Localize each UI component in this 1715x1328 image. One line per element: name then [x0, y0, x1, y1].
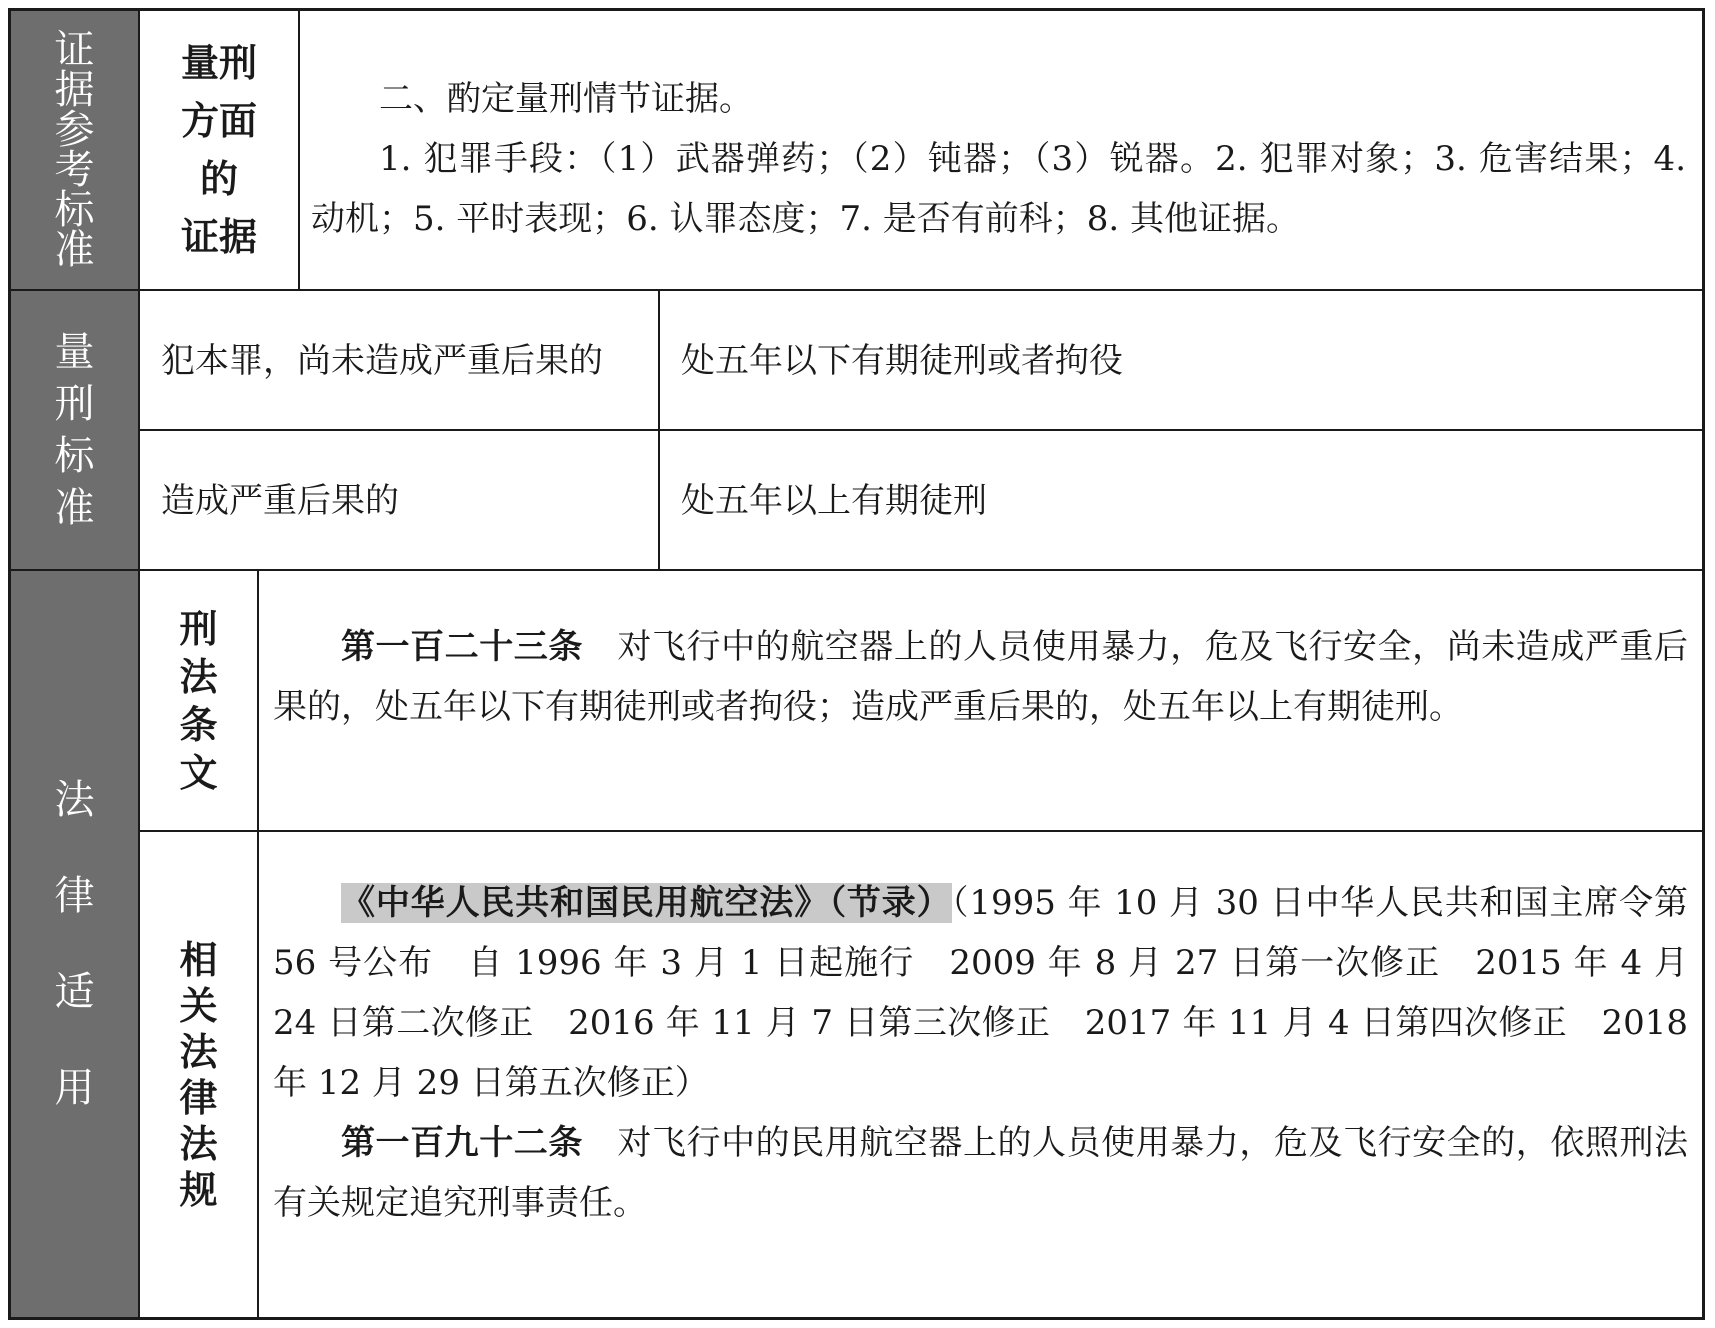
law-side-label: [11, 571, 138, 1317]
sub-label-char: 刑: [179, 606, 218, 651]
side-char: 法: [54, 777, 95, 823]
sub-label-line: 证据: [180, 215, 257, 259]
side-char: 准: [54, 485, 95, 531]
evidence-sub-label: [140, 11, 298, 289]
sub-label-char: 律: [179, 1075, 218, 1120]
column-divider: [298, 11, 300, 289]
row-divider: [138, 830, 1702, 832]
column-divider: [658, 289, 660, 569]
related-law-article: [273, 1113, 1688, 1233]
article-title: 第一百九十二条: [341, 1123, 583, 1163]
side-char: 准: [54, 227, 95, 273]
evidence-paragraph: 1. 犯罪手段：（1）武器弹药；（2）钝器；（3）锐器。2. 犯罪对象；3. 危害结果；4. 动机；5. 平时表现；6. 认罪态度；7. 是否有前科；8. 其他证据。: [311, 139, 1686, 239]
criminal-law-article: [273, 617, 1688, 737]
sub-label-char: 关: [179, 983, 218, 1028]
side-char: 标: [54, 187, 95, 233]
sentencing-penalty: 处五年以上有期徒刑: [681, 481, 987, 521]
evidence-paragraph: 二、酌定量刑情节证据。: [379, 79, 753, 119]
law-name: 《中华人民共和国民用航空法》（节录）: [341, 883, 952, 923]
side-char: 适: [54, 969, 95, 1015]
related-law-content: [273, 873, 1688, 1233]
evidence-side-label: [11, 11, 138, 289]
sub-label-line: 的: [199, 157, 238, 201]
sub-label-line: 方面: [180, 99, 257, 143]
sub-label-char: 条: [179, 702, 218, 747]
side-char: 据: [54, 67, 95, 113]
related-law-label: [140, 832, 257, 1317]
side-char: 用: [54, 1065, 95, 1111]
sub-label-char: 相: [179, 937, 218, 982]
sub-label-char: 法: [179, 654, 218, 699]
law-header: [273, 873, 1688, 1113]
side-char: 刑: [54, 381, 95, 427]
section-divider: [11, 289, 1702, 291]
sentencing-condition: 犯本罪，尚未造成严重后果的: [161, 341, 603, 381]
sub-label-char: 文: [179, 750, 218, 795]
evidence-content: [311, 69, 1686, 249]
criminal-law-content: [273, 617, 1688, 737]
sub-label-char: 法: [179, 1121, 218, 1166]
side-char: 参: [54, 107, 95, 153]
section-divider: [11, 569, 1702, 571]
law-history: （1995 年 10 月 30 日中华人民共和国主席令第 56 号公布 自 1996 年 3 月 1 日起施行 2009 年 8 月 27 日第一次修正 2015 年 4 月 24 日第二次修正 2016 年 11 月 7 日第三次修正 2017 年 11 月 4 日第四次修正 2018 年 12 月 29 日第五次修正）: [273, 883, 1689, 1103]
side-char: 量: [54, 329, 95, 375]
sub-label-char: 规: [179, 1167, 218, 1212]
sentencing-side-label: [11, 291, 138, 569]
article-text: 对飞行中的民用航空器上的人员使用暴力，危及飞行安全的，依照刑法有关规定追究刑事责任。: [273, 1123, 1689, 1223]
column-divider: [257, 569, 259, 1317]
side-char: 证: [54, 27, 95, 73]
legal-reference-table: [8, 8, 1705, 1320]
sentencing-penalty: 处五年以下有期徒刑或者拘役: [681, 341, 1123, 381]
sub-label-char: 法: [179, 1029, 218, 1074]
sub-label-line: 量刑: [180, 41, 257, 85]
article-title: 第一百二十三条: [341, 627, 583, 667]
side-char: 考: [54, 147, 95, 193]
row-divider: [138, 429, 1702, 431]
sentencing-condition: 造成严重后果的: [161, 481, 399, 521]
criminal-law-label: [140, 571, 257, 830]
article-text: 对飞行中的航空器上的人员使用暴力，危及飞行安全，尚未造成严重后果的，处五年以下有期徒刑或者拘役；造成严重后果的，处五年以上有期徒刑。: [273, 627, 1689, 727]
side-char: 律: [54, 873, 95, 919]
side-char: 标: [54, 433, 95, 479]
